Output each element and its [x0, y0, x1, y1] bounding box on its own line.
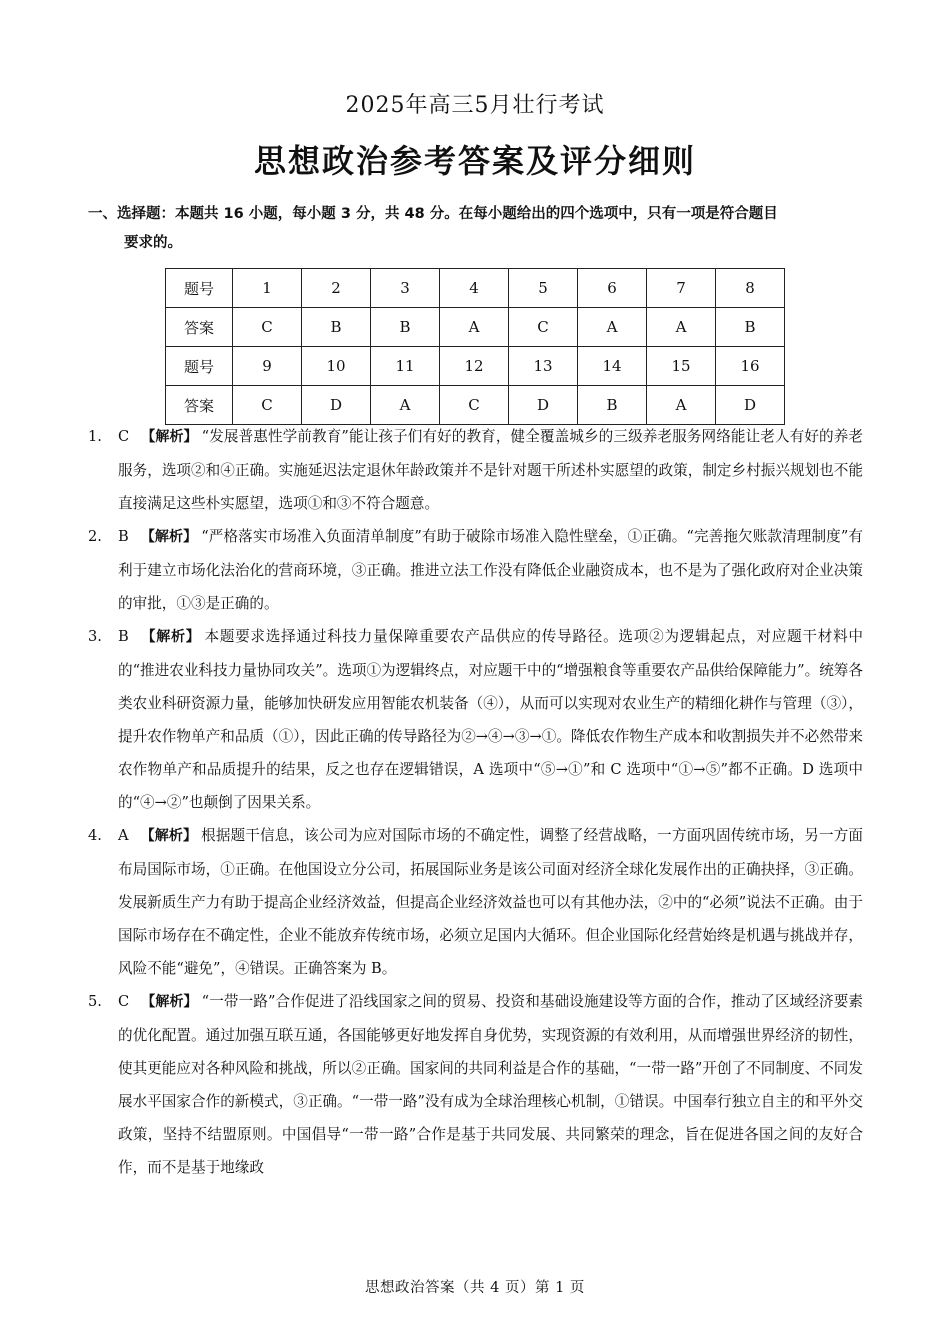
item-answer: C [118, 993, 130, 1010]
answer-cell: B [716, 308, 785, 347]
question-number: 10 [302, 347, 371, 386]
question-number: 8 [716, 269, 785, 308]
question-label: 题号 [166, 269, 233, 308]
analysis-tag: 【解析】 [140, 529, 198, 545]
answer-cell: C [509, 308, 578, 347]
page-footer: 思想政治答案（共 4 页）第 1 页 [365, 1280, 585, 1296]
item-explanation: 根据题干信息，该公司为应对国际市场的不确定性，调整了经营战略，一方面巩固传统市场，另一方面布局国际市场，①正确。在他国设立分公司，拓展国际业务是该公司面对经济全球化发展作出的正确抉择，③正确。发展新质生产力有助于提高企业经济效益，但提高企业经济效益也可以有其他办法，②中的“必须”说法不正确。由于国际市场存在不确定性，企业不能放弃传统市场，必须立足国内大循环。但企业国际化经营始终是机遇与挑战并存，风险不能“避免”，④错误。正确答案为 B。 [118, 827, 863, 977]
analysis-tag: 【解析】 [141, 994, 198, 1010]
item-answer: C [118, 428, 130, 445]
question-number: 4 [440, 269, 509, 308]
question-number: 3 [371, 269, 440, 308]
question-number: 14 [578, 347, 647, 386]
list-item [88, 520, 863, 620]
table-row [166, 269, 785, 308]
explanation-list [88, 420, 863, 1184]
analysis-tag: 【解析】 [140, 828, 198, 844]
answer-cell: B [578, 386, 647, 425]
item-explanation: 本题要求选择通过科技力量保障重要农产品供应的传导路径。选项②为逻辑起点，对应题干材料中的“推进农业科技力量协同攻关”。选项①为逻辑终点，对应题干中的“增强粮食等重要农产品供给保障能力”。统筹各类农业科研资源力量，能够加快研发应用智能农机装备（④），从而可以实现对农业生产的精细化耕作与管理（③），提升农作物单产和品质（①），因此正确的传导路径为②→④→③→①。降低农作物生产成本和收割损失并不必然带来农作物单产和品质提升的结果，反之也存在逻辑错误，A 选项中“⑤→①”和 C 选项中“①→⑤”都不正确。D 选项中的“④→②”也颠倒了因果关系。 [118, 628, 863, 811]
question-number: 1 [233, 269, 302, 308]
table-row [166, 308, 785, 347]
item-explanation: “一带一路”合作促进了沿线国家之间的贸易、投资和基础设施建设等方面的合作，推动了区域经济要素的优化配置。通过加强互联互通，各国能够更好地发挥自身优势，实现资源的有效利用，从而增强世界经济的韧性，使其更能应对各种风险和挑战，所以②正确。国家间的共同利益是合作的基础，“一带一路”开创了不同制度、不同发展水平国家合作的新模式，③正确。“一带一路”没有成为全球治理核心机制，①错误。中国奉行独立自主的和平外交政策，坚持不结盟原则。中国倡导“一带一路”合作是基于共同发展、共同繁荣的理念，旨在促进各国之间的友好合作，而不是基于地缘政 [118, 993, 863, 1176]
item-answer: B [118, 528, 129, 545]
answer-cell: A [578, 308, 647, 347]
answer-label: 答案 [166, 386, 233, 425]
answer-cell: A [647, 386, 716, 425]
section-heading-line2: 要求的。 [124, 235, 182, 251]
item-number: 1. [88, 428, 102, 445]
answer-cell: C [233, 308, 302, 347]
question-number: 9 [233, 347, 302, 386]
item-number: 3. [88, 628, 102, 645]
question-label: 题号 [166, 347, 233, 386]
list-item [88, 819, 863, 985]
answer-cell: A [440, 308, 509, 347]
answer-cell: D [716, 386, 785, 425]
list-item [88, 985, 863, 1184]
item-number: 2. [88, 528, 102, 545]
question-number: 15 [647, 347, 716, 386]
item-explanation: “严格落实市场准入负面清单制度”有助于破除市场准入隐性壁垒，①正确。“完善拖欠账款清理制度”有利于建立市场化法治化的营商环境，③正确。推进立法工作没有降低企业融资成本，也不是为了强化政府对企业决策的审批，①③是正确的。 [118, 528, 863, 612]
section-heading-line1: 一、选择题：本题共 16 小题，每小题 3 分，共 48 分。在每小题给出的四个选项中，只有一项是符合题目 [88, 206, 778, 222]
section-heading [88, 200, 863, 258]
answer-cell: C [233, 386, 302, 425]
analysis-tag: 【解析】 [141, 429, 198, 445]
item-answer: A [118, 827, 129, 844]
answer-cell: A [371, 386, 440, 425]
question-number: 6 [578, 269, 647, 308]
answer-cell: A [647, 308, 716, 347]
table-row [166, 386, 785, 425]
answer-cell: C [440, 386, 509, 425]
question-number: 16 [716, 347, 785, 386]
list-item [88, 420, 863, 520]
item-number: 4. [88, 827, 102, 844]
analysis-tag: 【解析】 [140, 629, 201, 645]
answer-cell: B [371, 308, 440, 347]
answer-cell: D [302, 386, 371, 425]
question-number: 11 [371, 347, 440, 386]
answer-table [165, 268, 785, 425]
answer-label: 答案 [166, 308, 233, 347]
table-row [166, 347, 785, 386]
list-item [88, 620, 863, 819]
answer-cell: D [509, 386, 578, 425]
question-number: 13 [509, 347, 578, 386]
item-explanation: “发展普惠性学前教育”能让孩子们有好的教育，健全覆盖城乡的三级养老服务网络能让老人有好的养老服务，选项②和④正确。实施延迟法定退休年龄政策并不是针对题干所述朴实愿望的政策，制定乡村振兴规划也不能直接满足这些朴实愿望，选项①和③不符合题意。 [118, 428, 863, 512]
answer-cell: B [302, 308, 371, 347]
question-number: 2 [302, 269, 371, 308]
item-answer: B [118, 628, 129, 645]
document-title: 思想政治参考答案及评分细则 [253, 142, 696, 180]
question-number: 7 [647, 269, 716, 308]
question-number: 12 [440, 347, 509, 386]
question-number: 5 [509, 269, 578, 308]
exam-title: 2025年高三5月壮行考试 [345, 93, 605, 118]
item-number: 5. [88, 993, 102, 1010]
